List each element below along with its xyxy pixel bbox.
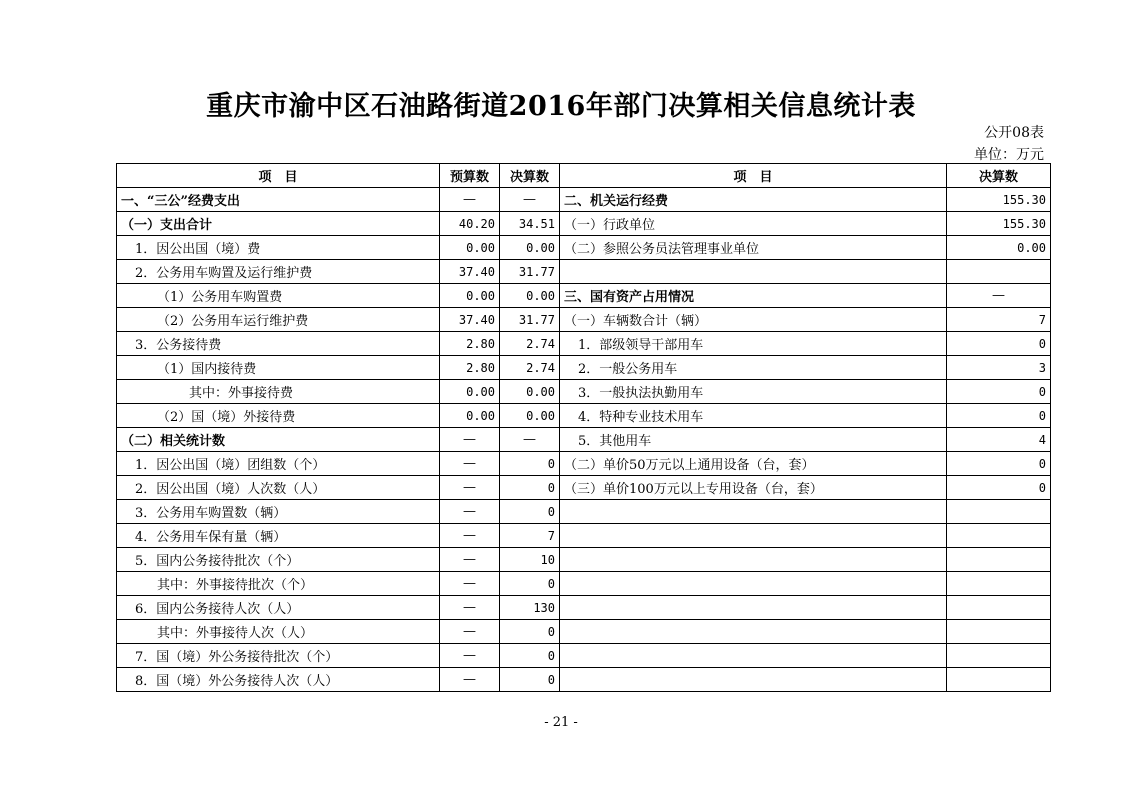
left-item: 2．因公出国（境）人次数（人） bbox=[117, 476, 440, 500]
final-value: — bbox=[500, 188, 560, 212]
right-item bbox=[560, 572, 947, 596]
right-item: 4．特种专业技术用车 bbox=[560, 404, 947, 428]
right-value: 0 bbox=[947, 452, 1051, 476]
budget-value: 0.00 bbox=[440, 380, 500, 404]
right-item: 二、机关运行经费 bbox=[560, 188, 947, 212]
left-item: （1）公务用车购置费 bbox=[117, 284, 440, 308]
table-row bbox=[117, 212, 1051, 236]
right-value bbox=[947, 548, 1051, 572]
final-value: 31.77 bbox=[500, 308, 560, 332]
statistics-table bbox=[116, 163, 1051, 692]
table-row bbox=[117, 644, 1051, 668]
right-item bbox=[560, 620, 947, 644]
left-item: （二）相关统计数 bbox=[117, 428, 440, 452]
final-value: 0 bbox=[500, 668, 560, 692]
left-item: 2．公务用车购置及运行维护费 bbox=[117, 260, 440, 284]
table-row bbox=[117, 404, 1051, 428]
right-value: — bbox=[947, 284, 1051, 308]
budget-value: — bbox=[440, 452, 500, 476]
left-item: 其中：外事接待费 bbox=[117, 380, 440, 404]
left-item: 1．因公出国（境）费 bbox=[117, 236, 440, 260]
budget-value: 2.80 bbox=[440, 356, 500, 380]
table-row bbox=[117, 308, 1051, 332]
budget-value: — bbox=[440, 572, 500, 596]
budget-value: — bbox=[440, 428, 500, 452]
right-item: （一）车辆数合计（辆） bbox=[560, 308, 947, 332]
table-row bbox=[117, 548, 1051, 572]
final-value: 31.77 bbox=[500, 260, 560, 284]
budget-value: 40.20 bbox=[440, 212, 500, 236]
final-value: — bbox=[500, 428, 560, 452]
table-header-row bbox=[117, 164, 1051, 188]
final-value: 0 bbox=[500, 620, 560, 644]
final-value: 2.74 bbox=[500, 332, 560, 356]
budget-value: 0.00 bbox=[440, 404, 500, 428]
right-item bbox=[560, 500, 947, 524]
right-value bbox=[947, 620, 1051, 644]
right-value: 155.30 bbox=[947, 212, 1051, 236]
right-item: 1．部级领导干部用车 bbox=[560, 332, 947, 356]
budget-value: — bbox=[440, 476, 500, 500]
page-title: 重庆市渝中区石油路街道2016年部门决算相关信息统计表 bbox=[206, 91, 916, 122]
header-final-left: 决算数 bbox=[500, 164, 560, 188]
table-row bbox=[117, 500, 1051, 524]
final-value: 0 bbox=[500, 476, 560, 500]
budget-value: — bbox=[440, 644, 500, 668]
final-value: 10 bbox=[500, 548, 560, 572]
right-item: 5．其他用车 bbox=[560, 428, 947, 452]
table-row bbox=[117, 668, 1051, 692]
right-value bbox=[947, 644, 1051, 668]
table-row bbox=[117, 236, 1051, 260]
header-final-right: 决算数 bbox=[947, 164, 1051, 188]
right-item bbox=[560, 260, 947, 284]
header-budget: 预算数 bbox=[440, 164, 500, 188]
page-number: - 21 - bbox=[544, 715, 578, 730]
left-item: 7．国（境）外公务接待批次（个） bbox=[117, 644, 440, 668]
final-value: 0 bbox=[500, 452, 560, 476]
budget-value: 0.00 bbox=[440, 236, 500, 260]
left-item: 8．国（境）外公务接待人次（人） bbox=[117, 668, 440, 692]
left-item: 5．国内公务接待批次（个） bbox=[117, 548, 440, 572]
right-item bbox=[560, 596, 947, 620]
final-value: 7 bbox=[500, 524, 560, 548]
right-item: （三）单价100万元以上专用设备（台，套） bbox=[560, 476, 947, 500]
right-value: 4 bbox=[947, 428, 1051, 452]
left-item: 1．因公出国（境）团组数（个） bbox=[117, 452, 440, 476]
table-row bbox=[117, 428, 1051, 452]
right-value bbox=[947, 260, 1051, 284]
left-item: 4．公务用车保有量（辆） bbox=[117, 524, 440, 548]
right-value: 0 bbox=[947, 404, 1051, 428]
right-value: 0 bbox=[947, 380, 1051, 404]
budget-value: — bbox=[440, 500, 500, 524]
table-row bbox=[117, 380, 1051, 404]
left-item: （2）公务用车运行维护费 bbox=[117, 308, 440, 332]
final-value: 130 bbox=[500, 596, 560, 620]
table-row bbox=[117, 284, 1051, 308]
right-value: 0.00 bbox=[947, 236, 1051, 260]
right-value bbox=[947, 572, 1051, 596]
right-item: 3．一般执法执勤用车 bbox=[560, 380, 947, 404]
left-item: 3．公务接待费 bbox=[117, 332, 440, 356]
budget-value: — bbox=[440, 188, 500, 212]
right-item: （二）单价50万元以上通用设备（台，套） bbox=[560, 452, 947, 476]
right-value bbox=[947, 668, 1051, 692]
header-item-left: 项 目 bbox=[117, 164, 440, 188]
final-value: 0 bbox=[500, 500, 560, 524]
right-value bbox=[947, 500, 1051, 524]
table-row bbox=[117, 524, 1051, 548]
header-item-right: 项 目 bbox=[560, 164, 947, 188]
final-value: 0.00 bbox=[500, 236, 560, 260]
budget-value: — bbox=[440, 596, 500, 620]
final-value: 0 bbox=[500, 644, 560, 668]
final-value: 0.00 bbox=[500, 404, 560, 428]
right-value: 0 bbox=[947, 476, 1051, 500]
right-item: （一）行政单位 bbox=[560, 212, 947, 236]
right-value bbox=[947, 524, 1051, 548]
right-value: 155.30 bbox=[947, 188, 1051, 212]
left-item: 其中：外事接待批次（个） bbox=[117, 572, 440, 596]
table-row bbox=[117, 188, 1051, 212]
right-item bbox=[560, 668, 947, 692]
left-item: 3．公务用车购置数（辆） bbox=[117, 500, 440, 524]
left-item: （1）国内接待费 bbox=[117, 356, 440, 380]
left-item: （一）支出合计 bbox=[117, 212, 440, 236]
right-item bbox=[560, 548, 947, 572]
table-row bbox=[117, 452, 1051, 476]
form-number: 公开08表 bbox=[984, 125, 1044, 141]
table-row bbox=[117, 596, 1051, 620]
table-row bbox=[117, 356, 1051, 380]
table-row bbox=[117, 476, 1051, 500]
final-value: 2.74 bbox=[500, 356, 560, 380]
budget-value: — bbox=[440, 668, 500, 692]
final-value: 0.00 bbox=[500, 284, 560, 308]
final-value: 34.51 bbox=[500, 212, 560, 236]
right-item bbox=[560, 524, 947, 548]
final-value: 0.00 bbox=[500, 380, 560, 404]
left-item: 其中：外事接待人次（人） bbox=[117, 620, 440, 644]
budget-value: — bbox=[440, 620, 500, 644]
budget-value: — bbox=[440, 524, 500, 548]
right-item bbox=[560, 644, 947, 668]
left-item: 6．国内公务接待人次（人） bbox=[117, 596, 440, 620]
right-item: 2．一般公务用车 bbox=[560, 356, 947, 380]
budget-value: — bbox=[440, 548, 500, 572]
left-item: （2）国（境）外接待费 bbox=[117, 404, 440, 428]
right-item: 三、国有资产占用情况 bbox=[560, 284, 947, 308]
budget-value: 37.40 bbox=[440, 308, 500, 332]
table-row bbox=[117, 260, 1051, 284]
unit-label: 单位：万元 bbox=[974, 147, 1044, 163]
table-row bbox=[117, 620, 1051, 644]
right-value: 7 bbox=[947, 308, 1051, 332]
right-item: （二）参照公务员法管理事业单位 bbox=[560, 236, 947, 260]
budget-value: 0.00 bbox=[440, 284, 500, 308]
final-value: 0 bbox=[500, 572, 560, 596]
budget-value: 2.80 bbox=[440, 332, 500, 356]
budget-value: 37.40 bbox=[440, 260, 500, 284]
table-row bbox=[117, 572, 1051, 596]
right-value bbox=[947, 596, 1051, 620]
right-value: 0 bbox=[947, 332, 1051, 356]
left-item: 一、“三公”经费支出 bbox=[117, 188, 440, 212]
right-value: 3 bbox=[947, 356, 1051, 380]
table-row bbox=[117, 332, 1051, 356]
